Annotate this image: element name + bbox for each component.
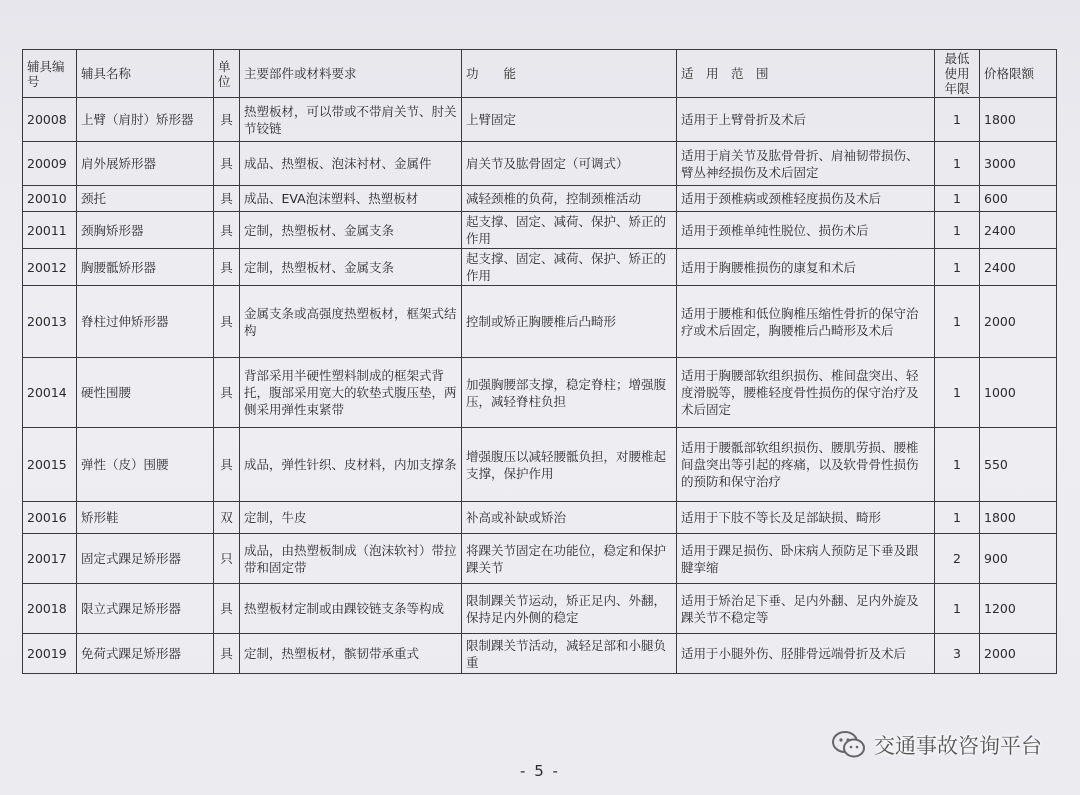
- assistive-device-table: [22, 49, 1057, 674]
- cell-min-years: 2: [935, 534, 980, 584]
- page-number: - 5 -: [520, 762, 560, 780]
- cell-code: 20011: [23, 212, 77, 249]
- cell-min-years: 1: [935, 186, 980, 212]
- cell-material: 成品、EVA泡沫塑料、热塑板材: [240, 186, 462, 212]
- cell-price: 2000: [980, 286, 1057, 358]
- table-row: [23, 142, 1057, 186]
- table-header-row: [23, 50, 1057, 98]
- cell-function: 补高或补缺或矫治: [462, 502, 677, 534]
- cell-material: 定制，牛皮: [240, 502, 462, 534]
- cell-code: 20018: [23, 584, 77, 634]
- cell-unit: 具: [214, 358, 240, 428]
- cell-min-years: 3: [935, 634, 980, 674]
- cell-price: 1800: [980, 502, 1057, 534]
- cell-price: 2000: [980, 634, 1057, 674]
- table-row: [23, 634, 1057, 674]
- header-code: 辅具编号: [23, 50, 77, 98]
- cell-unit: 双: [214, 502, 240, 534]
- cell-function: 限制踝关节活动，减轻足部和小腿负重: [462, 634, 677, 674]
- cell-material: 成品、热塑板、泡沫衬材、金属件: [240, 142, 462, 186]
- cell-price: 2400: [980, 249, 1057, 286]
- cell-function: 减轻颈椎的负荷，控制颈椎活动: [462, 186, 677, 212]
- table-row: [23, 212, 1057, 249]
- cell-min-years: 1: [935, 584, 980, 634]
- cell-scope: 适用于颈椎病或颈椎轻度损伤及术后: [677, 186, 935, 212]
- header-material: 主要部件或材料要求: [240, 50, 462, 98]
- cell-scope: 适用于肩关节及肱骨骨折、肩袖韧带损伤、臂丛神经损伤及术后固定: [677, 142, 935, 186]
- cell-min-years: 1: [935, 286, 980, 358]
- cell-unit: 只: [214, 534, 240, 584]
- cell-scope: 适用于踝足损伤、卧床病人预防足下垂及跟腱挛缩: [677, 534, 935, 584]
- cell-material: 定制，热塑板材、金属支条: [240, 249, 462, 286]
- header-function: 功 能: [462, 50, 677, 98]
- header-name: 辅具名称: [77, 50, 214, 98]
- cell-code: 20016: [23, 502, 77, 534]
- cell-price: 1800: [980, 98, 1057, 142]
- cell-min-years: 1: [935, 428, 980, 502]
- cell-name: 上臂（肩肘）矫形器: [77, 98, 214, 142]
- cell-price: 1000: [980, 358, 1057, 428]
- cell-name: 固定式踝足矫形器: [77, 534, 214, 584]
- cell-name: 弹性（皮）围腰: [77, 428, 214, 502]
- cell-material: 金属支条或高强度热塑板材，框架式结构: [240, 286, 462, 358]
- cell-scope: 适用于矫治足下垂、足内外翻、足内外旋及踝关节不稳定等: [677, 584, 935, 634]
- cell-code: 20014: [23, 358, 77, 428]
- header-min-years: 最低使用年限: [935, 50, 980, 98]
- header-unit: 单位: [214, 50, 240, 98]
- cell-name: 胸腰骶矫形器: [77, 249, 214, 286]
- table-row: [23, 534, 1057, 584]
- cell-min-years: 1: [935, 502, 980, 534]
- cell-function: 控制或矫正胸腰椎后凸畸形: [462, 286, 677, 358]
- table-row: [23, 98, 1057, 142]
- cell-scope: 适用于下肢不等长及足部缺损、畸形: [677, 502, 935, 534]
- cell-function: 限制踝关节运动，矫正足内、外翻，保持足内外侧的稳定: [462, 584, 677, 634]
- table-row: [23, 358, 1057, 428]
- cell-scope: 适用于胸腰椎损伤的康复和术后: [677, 249, 935, 286]
- table-row: [23, 502, 1057, 534]
- header-scope: 适 用 范 围: [677, 50, 935, 98]
- table-row: [23, 249, 1057, 286]
- cell-material: 热塑板材定制或由踝铰链支条等构成: [240, 584, 462, 634]
- cell-unit: 具: [214, 634, 240, 674]
- cell-name: 矫形鞋: [77, 502, 214, 534]
- cell-function: 将踝关节固定在功能位，稳定和保护踝关节: [462, 534, 677, 584]
- header-price: 价格限额: [980, 50, 1057, 98]
- cell-material: 成品，由热塑板制成（泡沫软衬）带拉带和固定带: [240, 534, 462, 584]
- cell-code: 20013: [23, 286, 77, 358]
- cell-code: 20009: [23, 142, 77, 186]
- cell-name: 脊柱过伸矫形器: [77, 286, 214, 358]
- cell-min-years: 1: [935, 249, 980, 286]
- cell-scope: 适用于胸腰部软组织损伤、椎间盘突出、轻度滑脱等，腰椎轻度骨性损伤的保守治疗及术后固定: [677, 358, 935, 428]
- cell-function: 肩关节及肱骨固定（可调式）: [462, 142, 677, 186]
- cell-code: 20015: [23, 428, 77, 502]
- cell-name: 硬性围腰: [77, 358, 214, 428]
- cell-code: 20019: [23, 634, 77, 674]
- cell-code: 20008: [23, 98, 77, 142]
- cell-unit: 具: [214, 142, 240, 186]
- cell-unit: 具: [214, 584, 240, 634]
- cell-unit: 具: [214, 186, 240, 212]
- cell-min-years: 1: [935, 212, 980, 249]
- watermark: [832, 730, 1042, 760]
- cell-scope: 适用于颈椎单纯性脱位、损伤术后: [677, 212, 935, 249]
- cell-min-years: 1: [935, 98, 980, 142]
- cell-material: 热塑板材，可以带或不带肩关节、肘关节铰链: [240, 98, 462, 142]
- cell-price: 600: [980, 186, 1057, 212]
- cell-unit: 具: [214, 212, 240, 249]
- table-row: [23, 428, 1057, 502]
- wechat-icon: [832, 730, 866, 760]
- cell-name: 限立式踝足矫形器: [77, 584, 214, 634]
- cell-unit: 具: [214, 286, 240, 358]
- cell-code: 20012: [23, 249, 77, 286]
- cell-scope: 适用于上臂骨折及术后: [677, 98, 935, 142]
- watermark-text: 交通事故咨询平台: [874, 734, 1042, 758]
- cell-name: 颈托: [77, 186, 214, 212]
- table-row: [23, 584, 1057, 634]
- cell-function: 上臂固定: [462, 98, 677, 142]
- cell-material: 背部采用半硬性塑料制成的框架式背托，腹部采用宽大的软垫式腹压垫，两侧采用弹性束紧带: [240, 358, 462, 428]
- cell-price: 550: [980, 428, 1057, 502]
- cell-name: 肩外展矫形器: [77, 142, 214, 186]
- cell-scope: 适用于腰椎和低位胸椎压缩性骨折的保守治疗或术后固定，胸腰椎后凸畸形及术后: [677, 286, 935, 358]
- table-row: [23, 286, 1057, 358]
- cell-function: 起支撑、固定、减荷、保护、矫正的作用: [462, 212, 677, 249]
- cell-min-years: 1: [935, 358, 980, 428]
- cell-material: 定制，热塑板材、金属支条: [240, 212, 462, 249]
- cell-unit: 具: [214, 98, 240, 142]
- cell-name: 颈胸矫形器: [77, 212, 214, 249]
- cell-name: 免荷式踝足矫形器: [77, 634, 214, 674]
- cell-material: 定制，热塑板材，髌韧带承重式: [240, 634, 462, 674]
- cell-price: 900: [980, 534, 1057, 584]
- cell-unit: 具: [214, 428, 240, 502]
- cell-price: 3000: [980, 142, 1057, 186]
- cell-unit: 具: [214, 249, 240, 286]
- cell-price: 2400: [980, 212, 1057, 249]
- cell-function: 起支撑、固定、减荷、保护、矫正的作用: [462, 249, 677, 286]
- cell-code: 20010: [23, 186, 77, 212]
- cell-code: 20017: [23, 534, 77, 584]
- cell-scope: 适用于腰骶部软组织损伤、腰肌劳损、腰椎间盘突出等引起的疼痛，以及软骨骨性损伤的预防和保守治疗: [677, 428, 935, 502]
- cell-price: 1200: [980, 584, 1057, 634]
- cell-function: 加强胸腰部支撑，稳定脊柱；增强腹压，减轻脊柱负担: [462, 358, 677, 428]
- cell-function: 增强腹压以减轻腰骶负担，对腰椎起支撑，保护作用: [462, 428, 677, 502]
- cell-material: 成品，弹性针织、皮材料，内加支撑条: [240, 428, 462, 502]
- cell-scope: 适用于小腿外伤、胫腓骨远端骨折及术后: [677, 634, 935, 674]
- table-row: [23, 186, 1057, 212]
- cell-min-years: 1: [935, 142, 980, 186]
